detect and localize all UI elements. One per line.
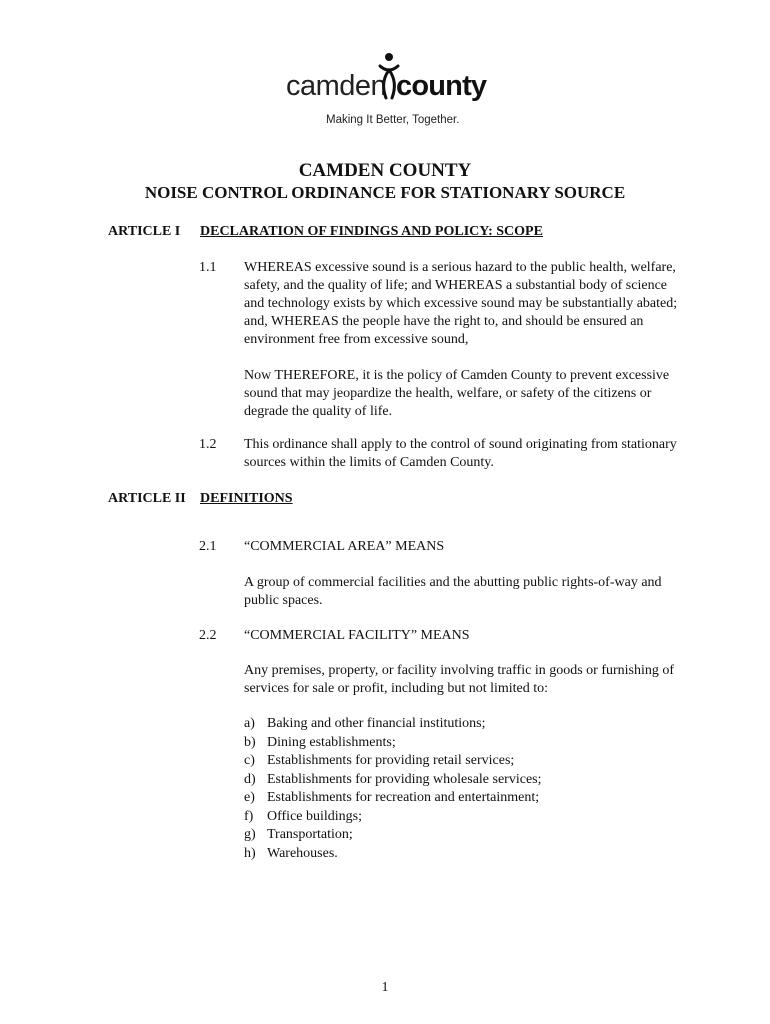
list-item (244, 771, 542, 790)
list-label: h) (244, 845, 256, 861)
list-item (244, 715, 542, 734)
section-number: 2.1 (199, 539, 217, 554)
paragraph: Now THEREFORE, it is the policy of Camden County to prevent excessive sound that may jeopardize the health, welfare, or safety of the citizens or degrade the quality of life. (244, 368, 670, 419)
article-1-heading (108, 223, 543, 240)
list-item (244, 826, 542, 845)
list-text: Office buildings; (267, 808, 363, 824)
document-title: CAMDEN COUNTY (298, 160, 472, 181)
list-item (244, 845, 542, 864)
list-item (244, 734, 542, 753)
list-label: b) (244, 734, 256, 750)
list-text: Dining establishments; (267, 734, 396, 750)
list-label: f) (244, 808, 254, 824)
list-item (244, 789, 542, 808)
list-text: Establishments for providing wholesale services; (267, 771, 542, 787)
list-label: a) (244, 716, 255, 731)
section-1-1-body (244, 259, 684, 421)
section-number: 1.1 (199, 260, 217, 275)
section-2-2-body: Any premises, property, or facility involving traffic in goods or furnishing of services for sale or profit, including but not limited to: (244, 663, 675, 696)
list-item (244, 752, 542, 771)
article-2-heading (108, 490, 293, 507)
section-number: 1.2 (199, 437, 217, 452)
article-number: ARTICLE I (108, 224, 181, 239)
paragraph: This ordinance shall apply to the control of sound originating from stationary sources within the limits of Camden County. (244, 437, 677, 470)
logo-word-camden: camden (286, 70, 387, 102)
document-subtitle: NOISE CONTROL ORDINANCE FOR STATIONARY SOURCE (144, 183, 626, 202)
list-label: g) (244, 827, 256, 842)
logo-tagline: Making It Better, Together. (326, 114, 460, 126)
list-label: d) (244, 771, 256, 787)
list-label: c) (244, 753, 255, 768)
camden-county-logo (286, 50, 496, 132)
article-title: DECLARATION OF FINDINGS AND POLICY: SCOPE (200, 224, 543, 239)
list-label: e) (244, 790, 255, 805)
list-text: Baking and other financial institutions; (267, 716, 486, 731)
section-1-2-body (244, 436, 684, 472)
page-number: 1 (381, 980, 389, 995)
section-heading: “COMMERCIAL AREA” MEANS (244, 539, 445, 554)
logo-word-county: county (396, 70, 487, 102)
paragraph: WHEREAS excessive sound is a serious hazard to the public health, welfare, safety, and the quality of life; and WHEREAS a substantial body of science and technology exists by which excessive sound may be substantially abated; and, WHEREAS the people have the right to, and should be ensured an environment free from excessive sound, (244, 260, 678, 347)
article-number: ARTICLE II (108, 491, 186, 506)
list-item (244, 808, 542, 827)
section-heading: “COMMERCIAL FACILITY” MEANS (244, 628, 470, 643)
list-text: Warehouses. (267, 845, 338, 861)
section-2-1-body: A group of commercial facilities and the abutting public rights-of-way and public spaces. (244, 575, 662, 608)
article-title: DEFINITIONS (200, 491, 293, 506)
section-number: 2.2 (199, 628, 217, 643)
facility-list (244, 715, 542, 863)
list-text: Transportation; (267, 827, 353, 842)
list-text: Establishments for recreation and entertainment; (267, 790, 540, 805)
list-text: Establishments for providing retail services; (267, 753, 515, 768)
